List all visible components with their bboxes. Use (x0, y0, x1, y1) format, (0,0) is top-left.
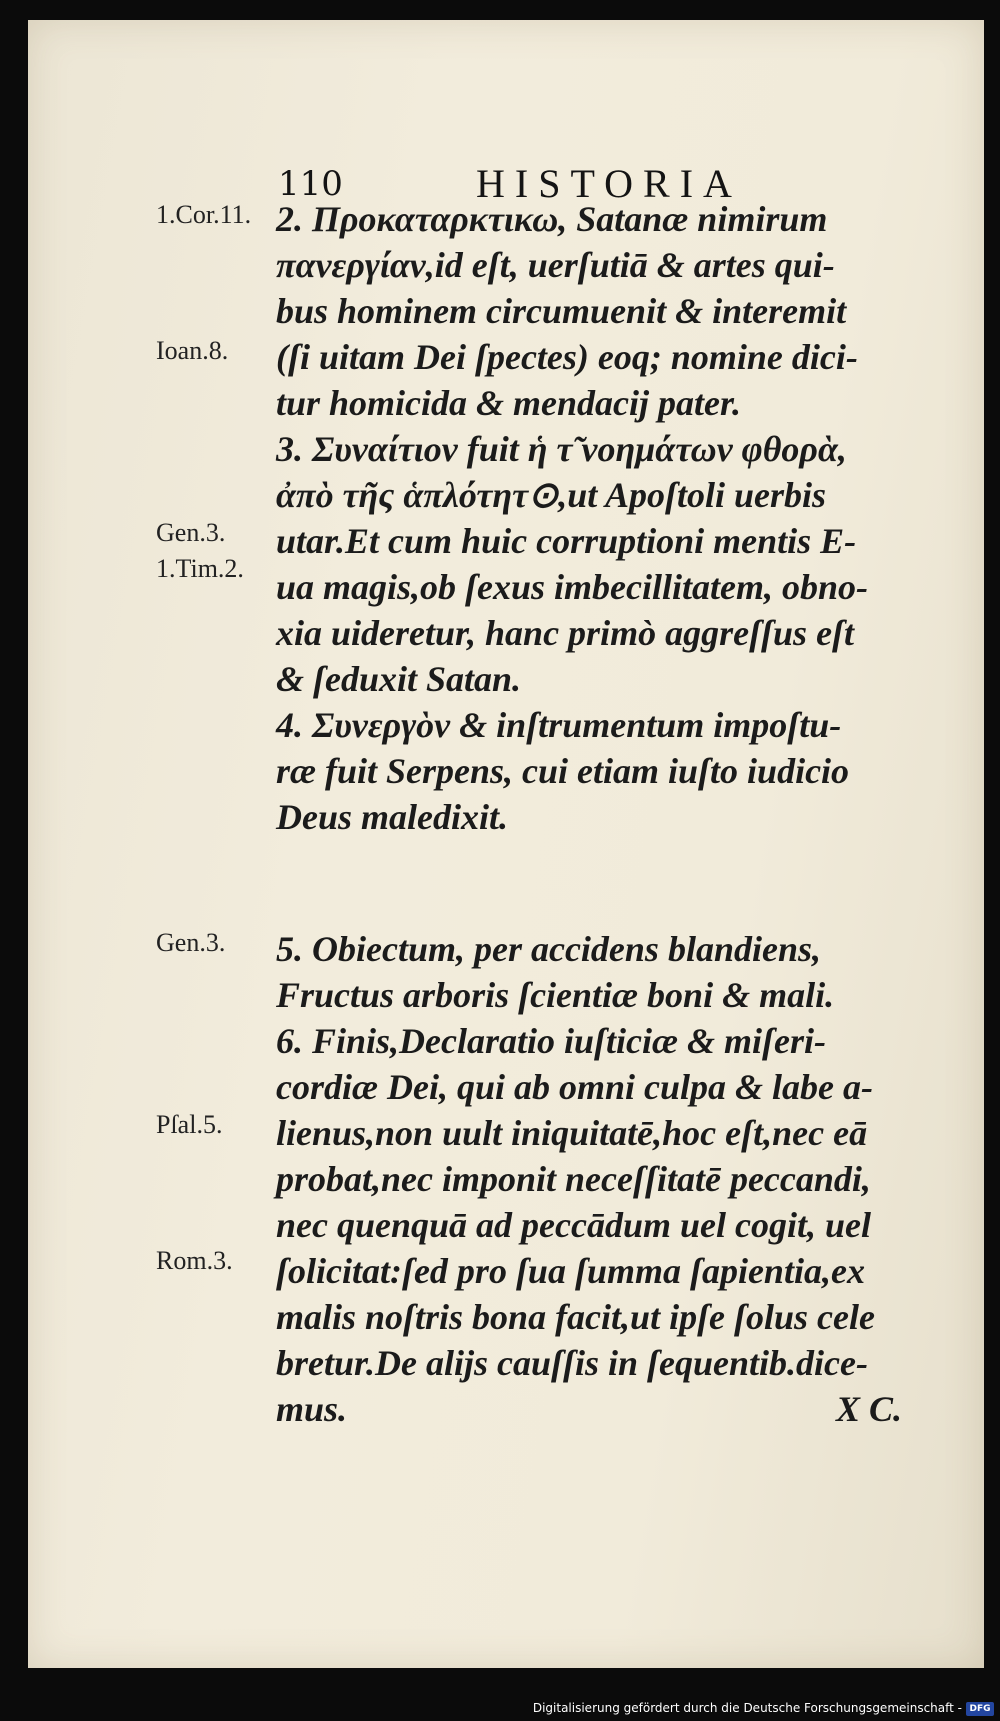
text-line: 3. Συναίτιον fuit ἡ τ̃ νοημάτων φθορὰ, (276, 429, 847, 469)
text-line: ræ fuit Serpens, cui etiam iuſto iudicio (276, 751, 850, 791)
text-line: mus. (276, 1389, 348, 1429)
text-line: utar.Et cum huic corruptioni mentis E- (276, 521, 857, 561)
margin-note-gen-2: Gen.3. (156, 928, 226, 957)
margin-note-psal: Pſal.5. (156, 1110, 223, 1139)
book-page (28, 20, 984, 1668)
footer-bar (0, 1691, 1000, 1721)
margin-note-ioan: Ioan.8. (156, 336, 229, 365)
page-number: 110 (278, 164, 343, 204)
text-line: nec quenquā ad peccādum uel cogit, uel (276, 1205, 871, 1245)
text-line: 4. Συνεργὸν & inſtrumentum impoſtu- (276, 705, 842, 745)
text-line: tur homicida & mendacij pater. (276, 383, 742, 423)
text-line: ſolicitat:ſed pro ſua ſumma ſapientia,ex (276, 1251, 865, 1291)
dfg-logo: DFG (966, 1702, 994, 1716)
text-line: (ſi uitam Dei ſpectes) eoq; nomine dici- (276, 337, 858, 377)
margin-note-rom: Rom.3. (156, 1246, 233, 1275)
text-line: & ſeduxit Satan. (276, 659, 522, 699)
text-line: Fructus arboris ſcientiæ boni & mali. (276, 975, 835, 1015)
text-line: malis noſtris bona facit,ut ipſe ſolus cele (276, 1297, 875, 1337)
footer-credit: Digitalisierung gefördert durch die Deutsche Forschungsgemeinschaft - (532, 1701, 962, 1715)
text-line: 5. Obiectum, per accidens blandiens, (276, 929, 821, 969)
text-line: Deus maledixit. (276, 797, 508, 837)
text-line: lienus,non uult iniquitatē,hoc eſt,nec eā (276, 1113, 868, 1153)
margin-note-tim: 1.Tim.2. (156, 554, 244, 583)
text-line: ἀπὸ τῆς ἁπλότητ⊙,ut Apoſtoli uerbis (276, 475, 826, 515)
text-line: cordiæ Dei, qui ab omni culpa & labe a- (276, 1067, 873, 1107)
margin-note-gen: Gen.3. (156, 518, 226, 547)
text-line: probat,nec imponit neceſſitatē peccandi, (276, 1159, 871, 1199)
text-line: bretur.De alijs cauſſis in ſequentib.dice- (276, 1343, 868, 1383)
catchword: X C. (835, 1389, 902, 1429)
running-title: HISTORIA (476, 161, 742, 206)
text-line: bus hominem circumuenit & interemit (276, 291, 847, 331)
text-line: ua magis,ob ſexus imbecillitatem, obno- (276, 567, 868, 607)
text-line: 2. Προκαταρκτικω, Satanæ nimirum (276, 199, 828, 239)
text-line: πανεργίαν,id eſt, uerſutiā & artes qui- (276, 245, 835, 285)
text-line: 6. Finis,Declaratio iuſticiæ & miſeri- (276, 1021, 826, 1061)
margin-note-1cor: 1.Cor.11. (156, 200, 252, 229)
text-line: xia uideretur, hanc primò aggreſſus eſt (276, 613, 855, 653)
